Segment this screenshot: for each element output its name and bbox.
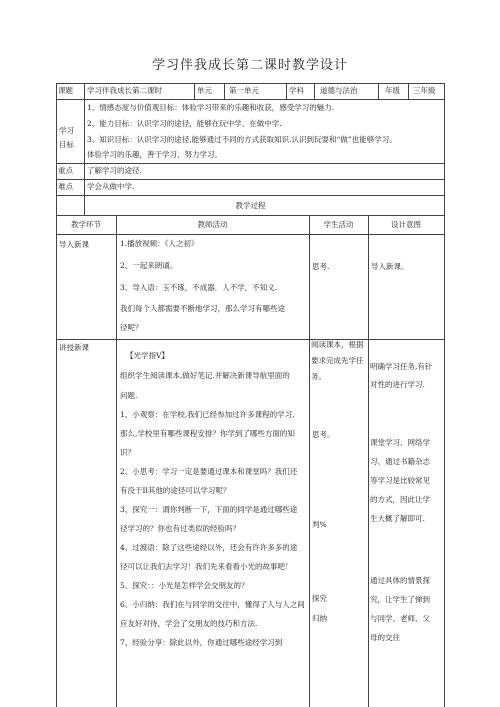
table-rule: [56, 234, 445, 235]
lecture-teacher-line: 7、经验分享：除此以外，你通过哪些途经学习到: [120, 638, 283, 647]
unit-label: 单元: [197, 86, 212, 95]
lecture-student-judge: 判%: [312, 520, 327, 529]
table-rule: [444, 83, 445, 707]
column-header: 学生活动: [323, 220, 354, 229]
table-rule: [56, 99, 445, 100]
table-rule: [56, 215, 445, 216]
lecture-teacher-line: 【光学指V】: [126, 351, 169, 360]
lecture-intent-line: 课堂学习、网络学: [370, 438, 430, 447]
lecture-teacher-line: 有没于Il其他的途径可以学习呢？: [120, 486, 231, 495]
lecture-student-think: 思考。: [312, 430, 335, 439]
table-rule: [56, 83, 57, 707]
lecture-teacher-line: 6、小归纳：我们在与同学的交往中，懂得了人与人之间: [120, 600, 305, 609]
table-rule: [378, 83, 379, 99]
difficulty-label: 难点: [58, 182, 73, 191]
objective-item: 1、情感态度与价值观目标：体验学习带来的乐趣和收获，感受学习的魅力.: [87, 103, 335, 112]
table-rule: [56, 339, 445, 340]
lecture-student-line: 务。: [311, 372, 326, 381]
intro-teacher-line: 2、一起来朗诵。: [120, 261, 178, 270]
lecture-student-explore: 探究: [312, 594, 327, 603]
table-rule: [56, 163, 445, 164]
lesson-value: 学习伴我成长第二课时: [87, 86, 162, 95]
unit-value: 第一单元: [229, 86, 259, 95]
lecture-intent-line: 对性的进行学习.: [370, 380, 425, 389]
grade-label: 年级: [385, 86, 400, 95]
key-point-label: 重点: [58, 166, 73, 175]
table-rule: [56, 83, 445, 84]
table-rule: [84, 83, 85, 99]
column-header: 教师活动: [197, 220, 228, 229]
intro-intent: 导入新课。: [371, 262, 409, 271]
intro-student: 思考.: [312, 262, 330, 271]
lecture-intent-line: 的方式，因此让学: [370, 495, 430, 504]
lecture-intent-line: 母的交往: [370, 633, 400, 642]
lecture-teacher-line: 应友好对待，学会了交朋友的技巧和方法.: [120, 619, 258, 628]
table-rule: [56, 179, 445, 180]
objectives-label: 学习: [59, 126, 74, 135]
lecture-intent-line: 通过具体的情景探: [370, 576, 430, 585]
column-header: 设计意图: [391, 220, 421, 229]
table-rule: [224, 83, 225, 99]
intro-teacher-line: 我们每个人都需要不断地学习，那么学习有哪些途: [120, 304, 285, 313]
lecture-student-line: 要求完成先学任: [311, 356, 364, 365]
lecture-intent-line: 究，让学生了悌到: [370, 595, 430, 604]
objectives-label: 目标: [59, 140, 74, 149]
lecture-teacher-line: 4、过渡语：除了这些途经以外，还会有许许多多的途: [120, 543, 298, 552]
table-rule: [286, 83, 287, 99]
table-rule: [368, 215, 369, 707]
lecture-teacher-line: 1、小观察：在学校,我们已经参加过许多课程的学习,: [120, 410, 295, 419]
intro-teacher-line: 径呢？: [120, 323, 143, 332]
key-point-value: 了解学习的途径.: [87, 166, 142, 175]
table-rule: [314, 83, 315, 99]
objective-item: 2、能力目标：认识学习的途径，能够在玩中学、在做中学.: [87, 119, 282, 128]
intro-teacher-line: 1.播放视频：《人之初》: [120, 239, 199, 248]
lecture-teacher-line: 径可以让我们去学习！我们先来看看小光的故事吧！: [120, 562, 293, 571]
lecture-teacher-line: 问题.: [120, 391, 138, 400]
objective-item: 体验学习的乐趣，善于学习、努力学习。: [87, 150, 222, 159]
table-rule: [116, 215, 117, 707]
lecture-teacher-line: 径学习的？你也有过类似的经验吗？: [120, 524, 240, 533]
table-rule: [84, 99, 85, 215]
intro-teacher-line: 3、导入语：玉不琢，不成器．人不学，不知义.: [120, 283, 278, 292]
lecture-intent-line: 明确学习任务,有针: [370, 362, 433, 371]
lecture-student-explore: 归纳: [312, 614, 327, 623]
table-rule: [408, 83, 409, 99]
stage-label: 导入新课: [59, 240, 89, 249]
lecture-intent-line: 与同学、老师、父: [370, 614, 430, 623]
table-rule: [309, 215, 310, 707]
grade-value: 三年級: [413, 86, 436, 95]
stage-label: 讲授新课: [59, 343, 89, 352]
subject-value: 道德与法治: [320, 86, 358, 95]
lecture-teacher-line: 识？: [120, 448, 135, 457]
lecture-intent-line: 生大概了解即可.: [370, 514, 425, 523]
lecture-student-line: 阅读课本，根据: [311, 340, 364, 349]
lecture-intent-line: 习、通过书籍杂志: [370, 457, 430, 466]
table-rule: [194, 83, 195, 99]
lecture-teacher-line: 3、探究一：谓你判断一下，下面的同学是通过哪些途: [120, 505, 298, 514]
lecture-teacher-line: 组织学生阅读课本,做好笔记.并解决新课导航里面的: [120, 371, 290, 380]
lecture-teacher-line: 那么,学校里有哪些课程安排？你学到了哪些方面的知: [120, 429, 295, 438]
objective-item: 3、知识目标：认识学习的途径,能够通过不同的方式获取知识.认识到玩耍和“做”也能够学习。: [87, 135, 397, 144]
process-section-title: 教学过程: [235, 201, 266, 210]
lecture-teacher-line: 2、小思考：学习一定是要通过课本和课堂吗？我们还: [120, 467, 298, 476]
table-rule: [56, 195, 445, 196]
lesson-plan-table: [56, 83, 445, 707]
lesson-label: 课题: [58, 86, 73, 95]
difficulty-value: 学会从做中学.: [87, 182, 135, 191]
document-title: 学习伴我成长第二课时教学设计: [151, 58, 348, 73]
column-header: 教学环节: [71, 220, 101, 229]
lecture-intent-line: 等学习是比较常见: [370, 476, 430, 485]
lecture-teacher-line: 5、探究：：小光是怎样学会交朋友的？: [120, 581, 249, 590]
subject-label: 学科: [289, 86, 304, 95]
